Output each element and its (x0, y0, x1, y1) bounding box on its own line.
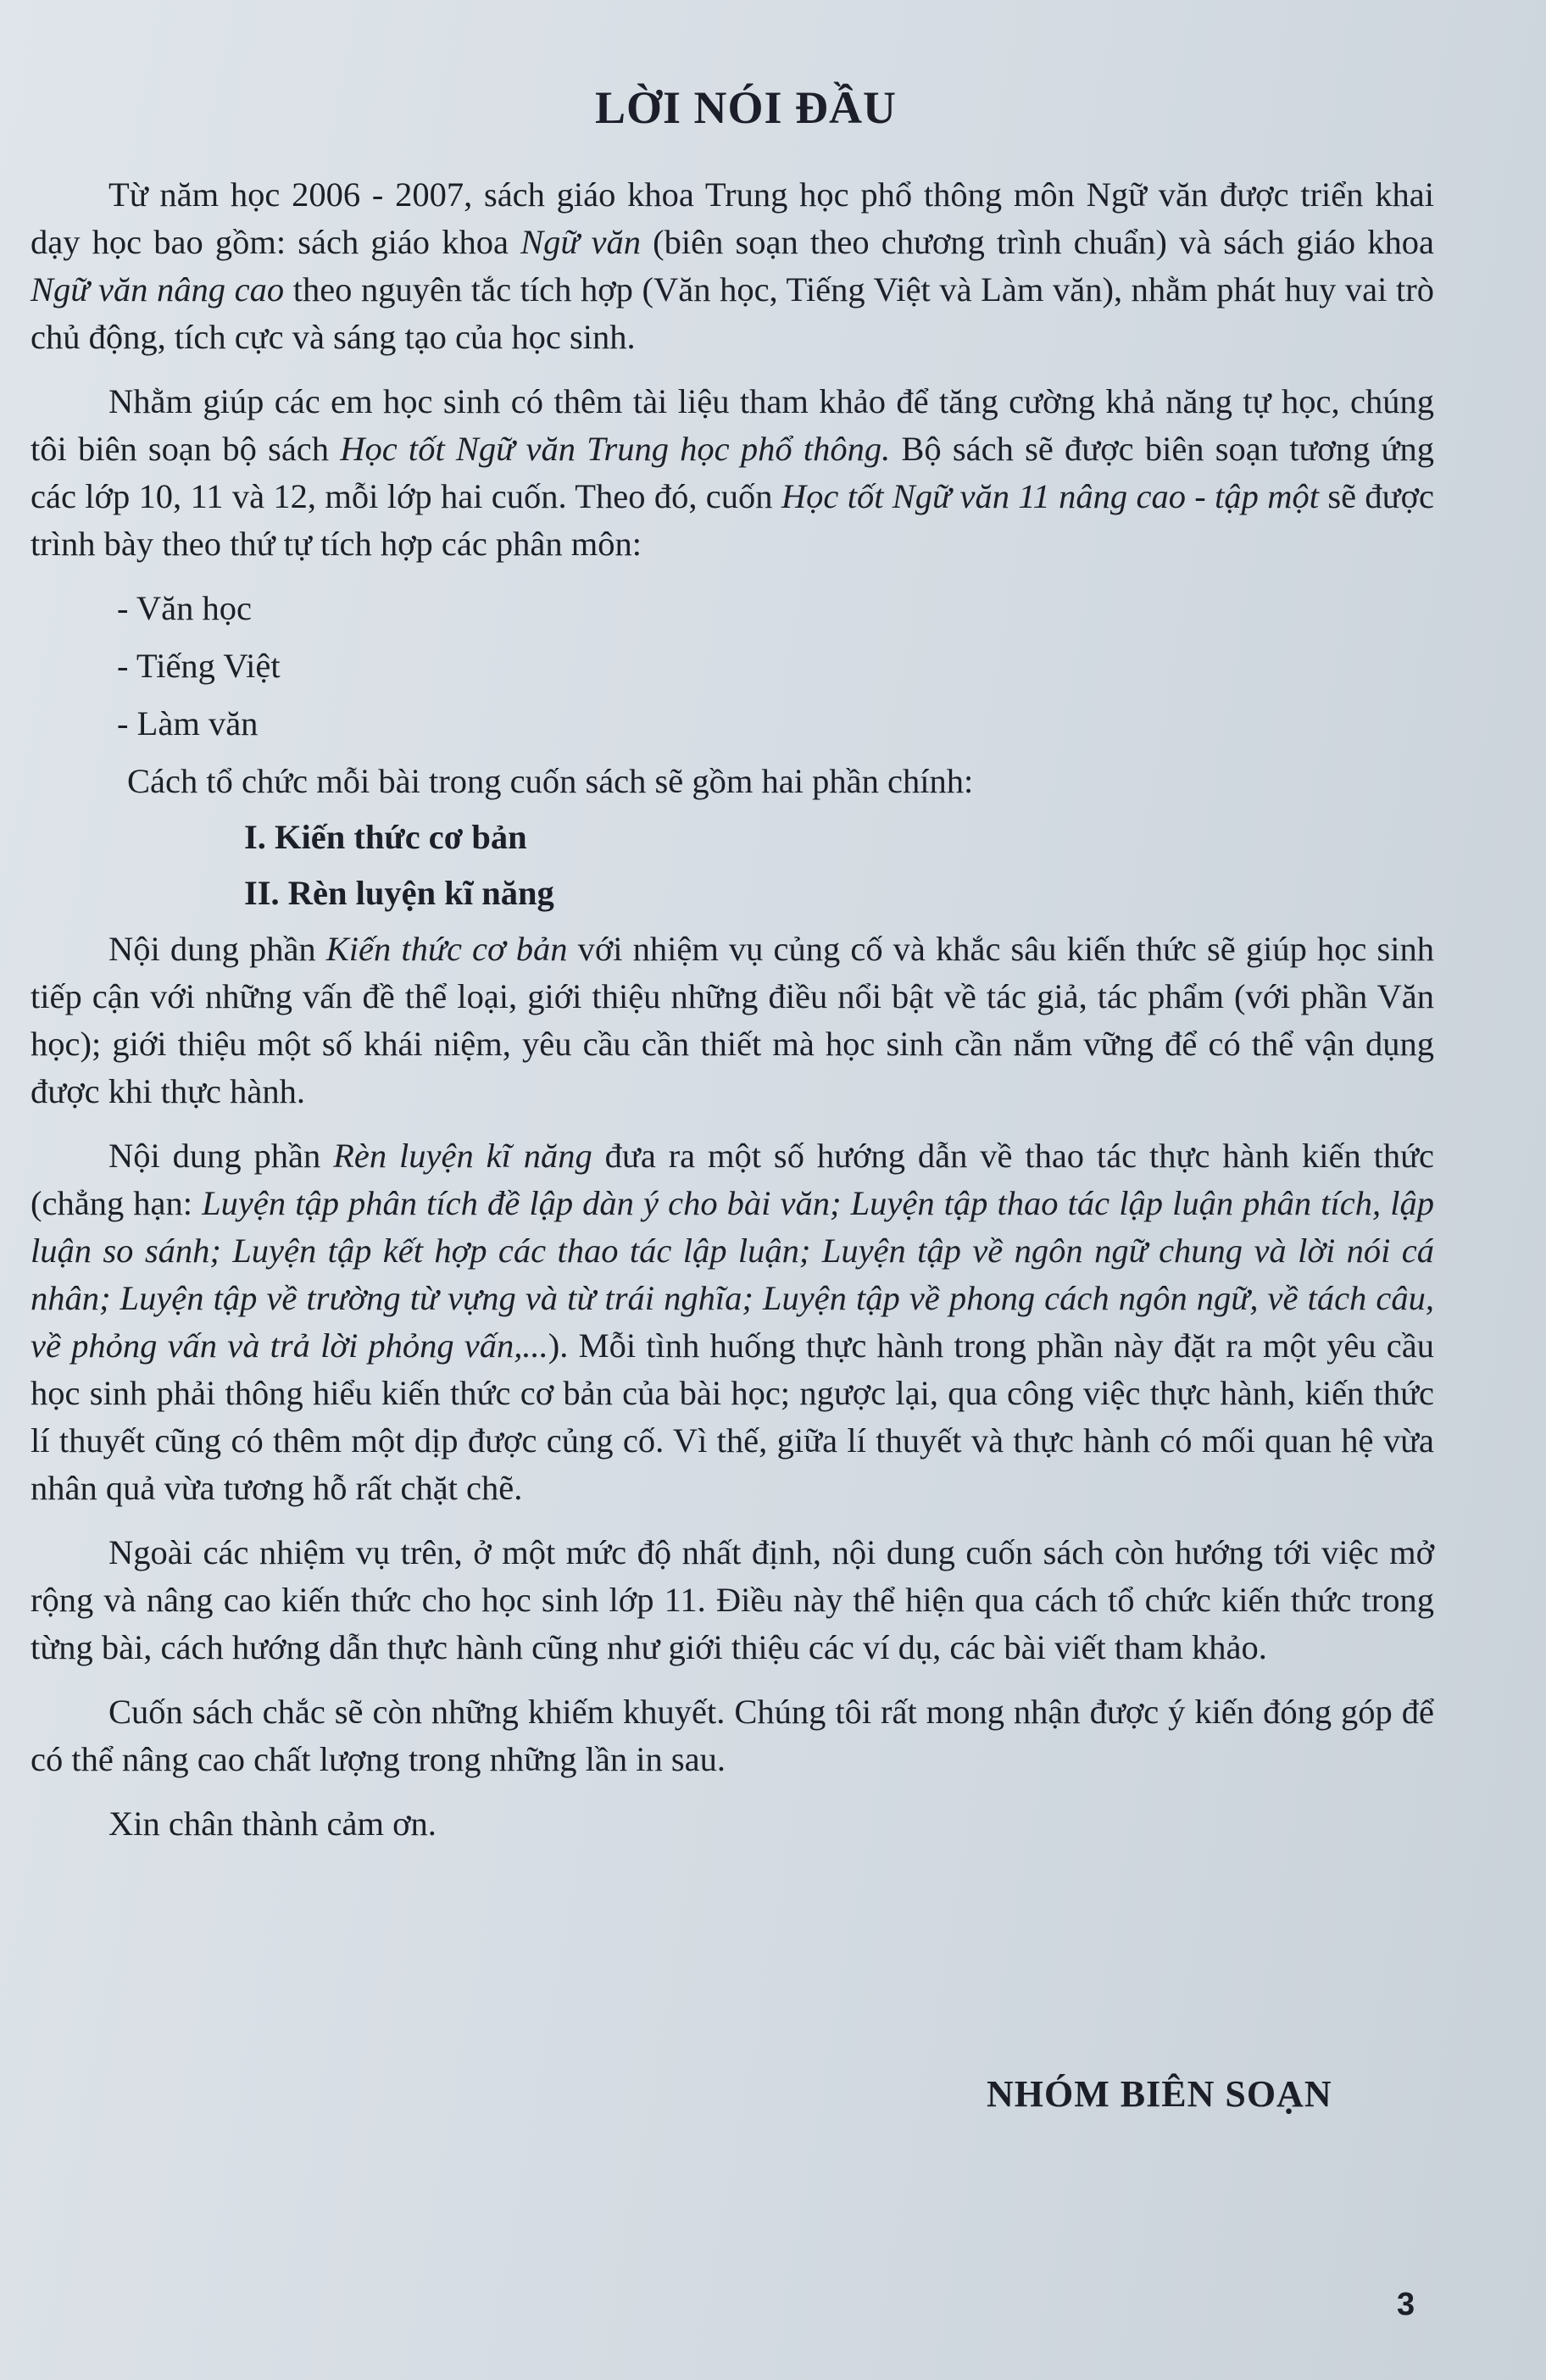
paragraph-text: theo nguyên tắc tích hợp (Văn học, Tiếng Việt và Làm văn), nhằm phát huy vai trò chủ động, tích cực và sáng tạo của học sinh. (31, 270, 1434, 356)
italic-title: Học tốt Ngữ văn Trung học phổ thông. (340, 430, 891, 468)
list-item: - Làm văn (117, 704, 259, 742)
paragraph-text: Từ năm học 2006 - 2007, sách giáo khoa Trung học phổ thông môn Ngữ văn được triển khai dạy học bao gồm: sách giáo khoa (31, 175, 1434, 261)
paragraph-text: (biên soạn theo chương trình chuẩn) và sách giáo khoa (641, 223, 1434, 261)
italic-title: Ngữ văn nâng cao (31, 270, 285, 309)
paragraph-intro (31, 171, 1434, 361)
italic-title: Học tốt Ngữ văn 11 nâng cao - tập một (781, 477, 1319, 515)
italic-title: Ngữ văn (520, 223, 642, 261)
page-body (31, 171, 1434, 1865)
italic-term: Kiến thức cơ bản (325, 930, 568, 968)
list-item: - Văn học (117, 589, 252, 627)
section-heading-skills: II. Rèn luyện kĩ năng (244, 874, 554, 912)
paragraph-text: Nội dung phần (108, 1137, 334, 1175)
page-title: LỜI NÓI ĐẦU (594, 82, 898, 133)
paragraph-text: Nội dung phần (108, 930, 326, 968)
paragraph-text: Bộ sách sẽ được biên soạn tương ứng các lớp 10, 11 và 12, mỗi lớp hai cuốn. Theo đó, cuốn (31, 430, 1434, 515)
paragraph-thanks: Xin chân thành cảm ơn. (108, 1804, 437, 1843)
paragraph-structure: Cách tổ chức mỗi bài trong cuốn sách sẽ gồm hai phần chính: (127, 762, 974, 800)
paragraph-text: ). Mỗi tình huống thực hành trong phần này đặt ra một yêu cầu học sinh phải thông hiểu kiến thức cơ bản của bài học; ngược lại, qua công việc thực hành, kiến thức lí thuyết cũng có thêm một dịp được củng cố. Vì thế, giữa lí thuyết và thực hành có mối quan hệ vừa nhân quả vừa tương hỗ rất chặt chẽ. (31, 1326, 1434, 1507)
subject-list (31, 585, 1434, 748)
italic-examples: Luyện tập phân tích đề lập dàn ý cho bài văn; Luyện tập thao tác lập luận phân tích, lập luận so sánh; Luyện tập kết hợp các thao tác lập luận; Luyện tập về ngôn ngữ chung và lời nói cá nhân; Luyện tập về trường từ vựng và từ trái nghĩa; Luyện tập về phong cách ngôn ngữ, về tách câu, về phỏng vấn và trả lời phỏng vấn,... (31, 1184, 1434, 1365)
paragraph-feedback: Cuốn sách chắc sẽ còn những khiếm khuyết. Chúng tôi rất mong nhận được ý kiến đóng góp để có thể nâng cao chất lượng trong những lần in sau. (31, 1693, 1434, 1778)
paragraph-purpose (31, 378, 1434, 568)
paragraph-text: đưa ra một số hướng dẫn về thao tác thực hành kiến thức (chẳng hạn: (31, 1137, 1435, 1222)
paragraph-text: sẽ được trình bày theo thứ tự tích hợp các phân môn: (31, 477, 1435, 563)
paragraph-skills (31, 1132, 1434, 1512)
page-number: 3 (1397, 2287, 1415, 2322)
paragraph-extension: Ngoài các nhiệm vụ trên, ở một mức độ nhất định, nội dung cuốn sách còn hướng tới việc mở rộng và nâng cao kiến thức cho học sinh lớp 11. Điều này thể hiện qua cách tổ chức kiến thức trong từng bài, cách hướng dẫn thực hành cũng như giới thiệu các ví dụ, các bài viết tham khảo. (31, 1533, 1434, 1666)
italic-term: Rèn luyện kĩ năng (333, 1137, 592, 1175)
paragraph-text: Nhằm giúp các em học sinh có thêm tài liệu tham khảo để tăng cường khả năng tự học, chúng tôi biên soạn bộ sách (31, 382, 1434, 468)
paragraph-basic-knowledge (31, 926, 1434, 1115)
paragraph-text: với nhiệm vụ củng cố và khắc sâu kiến thức sẽ giúp học sinh tiếp cận với những vấn đề thể loại, giới thiệu những điều nổi bật về tác giả, tác phẩm (với phần Văn học); giới thiệu một số khái niệm, yêu cầu cần thiết mà học sinh cần nắm vững để có thể vận dụng được khi thực hành. (31, 930, 1435, 1110)
list-item: - Tiếng Việt (117, 647, 281, 685)
section-heading-basic-knowledge: I. Kiến thức cơ bản (244, 818, 527, 856)
signature: NHÓM BIÊN SOẠN (987, 2073, 1332, 2115)
